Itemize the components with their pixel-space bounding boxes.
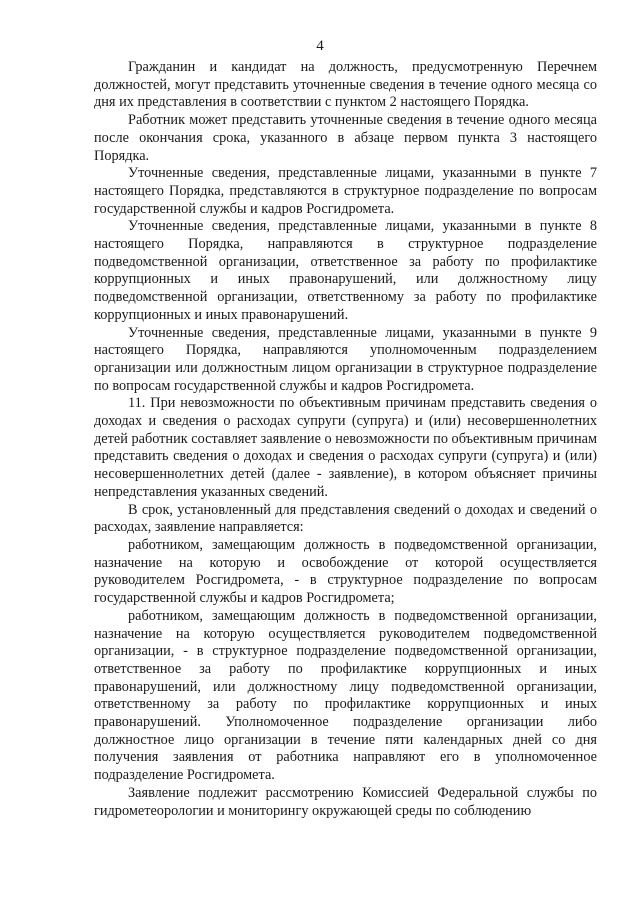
- document-body: [94, 59, 597, 820]
- paragraph: работником, замещающим должность в подведомственной организации, назначение на которую и освобождение от которой осуществляется руководителем Росгидромета, - в структурное подразделение по вопросам государственной службы и кадров Росгидромета;: [94, 536, 597, 607]
- paragraph: Работник может представить уточненные сведения в течение одного месяца после окончания срока, указанного в абзаце первом пункта 3 настоящего Порядка.: [94, 112, 597, 164]
- paragraph: В срок, установленный для представления сведений о доходах и сведений о расходах, заявление направляется:: [94, 501, 597, 536]
- paragraph: Уточненные сведения, представленные лицами, указанными в пункте 7 настоящего Порядка, представляются в структурное подразделение по вопросам государственной службы и кадров Росгидромета.: [94, 165, 597, 217]
- paragraph: Заявление подлежит рассмотрению Комиссией Федеральной службы по гидрометеорологии и мониторингу окружающей среды по соблюдению: [94, 784, 597, 819]
- paragraph: Уточненные сведения, представленные лицами, указанными в пункте 8 настоящего Порядка, направляются в структурное подразделение подведомственной организации, ответственное за работу по профилактике коррупционных и иных правонарушений, или должностному лицу подведомственной организации, ответственному за работу по профилактике коррупционных и иных правонарушений.: [94, 218, 597, 323]
- paragraph: Уточненные сведения, представленные лицами, указанными в пункте 9 настоящего Порядка, направляются уполномоченным подразделением организации или должностным лицом организации в структурное подразделение по вопросам государственной службы и кадров Росгидромета.: [94, 324, 597, 394]
- paragraph: 11. При невозможности по объективным причинам представить сведения о доходах и сведения о расходах супруги (супруга) и (или) несовершеннолетних детей работник составляет заявление о невозможности по объективным причинам представить сведения о доходах и сведения о расходах супруги (супруга) и (или) несовершеннолетних детей (далее - заявление), в котором объясняет причины непредставления указанных сведений.: [94, 395, 597, 500]
- page-number: 4: [316, 38, 324, 54]
- paragraph: Гражданин и кандидат на должность, предусмотренную Перечнем должностей, могут представить уточненные сведения в течение одного месяца со дня их представления в соответствии с пунктом 2 настоящего Порядка.: [94, 59, 597, 111]
- paragraph: работником, замещающим должность в подведомственной организации, назначение на которую осуществляется руководителем подведомственной организации, - в структурное подразделение подведомственной организации, ответственное за работу по профилактике коррупционных и иных правонарушений, или должностному лицу подведомственной организации, ответственному за работу по профилактике коррупционных и иных правонарушений. Уполномоченное подразделение организации либо должностное лицо организации в течение пяти календарных дней со дня получения заявления от работника направляют его в уполномоченное подразделение Росгидромета.: [94, 607, 597, 784]
